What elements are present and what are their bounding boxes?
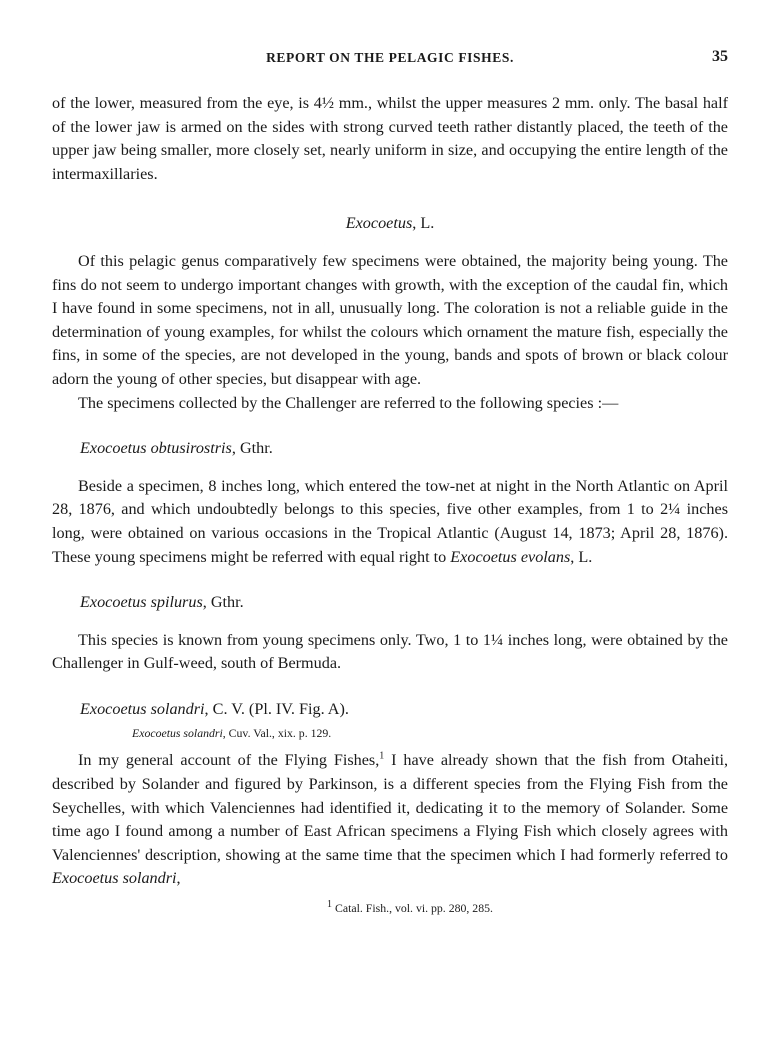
species-name-obtusirostris: Exocoetus obtusirostris	[80, 439, 232, 458]
species-name-solandri: Exocoetus solandri	[80, 699, 205, 718]
page-number: 35	[712, 48, 728, 65]
solandri-text-b: I have already shown that the fish from Otaheiti, described by Solander and figured by Parkinson, is a different species from the Flying Fish from the Seychelles, with which Valenciennes had identified it, dedicating it to the memory of Solander. Some time ago I found among a number of East African specimens a Flying Fish which closely agrees with Valenciennes' description, showing at the same time that the specimen which I had formerly referred to	[52, 751, 728, 864]
species-author-spilurus: , Gthr.	[202, 593, 244, 612]
paragraph-genus: Of this pelagic genus comparatively few specimens were obtained, the majority being young. The fins do not seem to undergo important changes with growth, with the exception of the caudal fin, which I have found in some specimens, not in all, unusually long. The coloration is not a reliable guide in the determination of young examples, for whilst the colours which ornament the mature fish, especially the fins, in some of the species, are not developed in the young, bands and spots of brown or black colour adorn the young of other species, but disappear with age.	[52, 251, 728, 388]
paragraph-spilurus: This species is known from young specimens only. Two, 1 to 1¼ inches long, were obtained by the Challenger in Gulf-weed, south of Bermuda.	[52, 630, 728, 673]
paragraph-obtusirostris	[52, 475, 728, 569]
obtusirostris-italic: Exocoetus evolans	[450, 547, 571, 566]
species-author-obtusirostris: , Gthr.	[231, 439, 273, 458]
synonym-reference	[52, 723, 728, 743]
genus-name: Exocoetus	[345, 214, 413, 233]
footnote	[52, 897, 728, 921]
genus-author: , L.	[412, 214, 435, 233]
body-text	[52, 92, 728, 921]
species-heading-solandri	[52, 698, 728, 722]
running-title: REPORT ON THE PELAGIC FISHES.	[266, 50, 514, 65]
page	[52, 40, 728, 921]
paragraph-intro: The specimens collected by the Challenger are referred to the following species :—	[78, 393, 619, 412]
footnote-mark: 1	[327, 899, 333, 911]
species-heading-spilurus	[52, 591, 728, 615]
footnote-marker: 1	[379, 751, 385, 763]
solandri-text-c: ,	[176, 869, 181, 888]
species-author-solandri: , C. V. (Pl. IV. Fig. A).	[204, 699, 349, 718]
footnote-text: Catal. Fish., vol. vi. pp. 280, 285.	[332, 901, 493, 916]
running-head	[52, 40, 728, 65]
synonym-ref: , Cuv. Val., xix. p. 129.	[222, 726, 332, 741]
obtusirostris-text-b: , L.	[570, 547, 593, 566]
species-name-spilurus: Exocoetus spilurus	[80, 593, 203, 612]
solandri-text-a: In my general account of the Flying Fishes,	[78, 751, 380, 770]
paragraph-jaw: of the lower, measured from the eye, is 4½ mm., whilst the upper measures 2 mm. only. The basal half of the lower jaw is armed on the sides with strong curved teeth rather distantly placed, the teeth of the upper jaw being smaller, more closely set, nearly uniform in size, and occupying the entire length of the intermaxillaries.	[52, 94, 728, 183]
solandri-italic: Exocoetus solandri	[52, 869, 177, 888]
synonym-name: Exocoetus solandri	[132, 726, 223, 741]
obtusirostris-text-a: Beside a specimen, 8 inches long, which entered the tow-net at night in the North Atlantic on April 28, 1876, and which undoubtedly belongs to this species, five other examples, from 1 to 2¼ inches long, were obtained on various occasions in the Tropical Atlantic (August 14, 1873; April 28, 1876). These young specimens might be referred with equal right to	[52, 476, 728, 566]
species-heading-obtusirostris	[52, 437, 728, 461]
paragraph-solandri	[52, 749, 728, 891]
genus-heading	[52, 212, 728, 236]
